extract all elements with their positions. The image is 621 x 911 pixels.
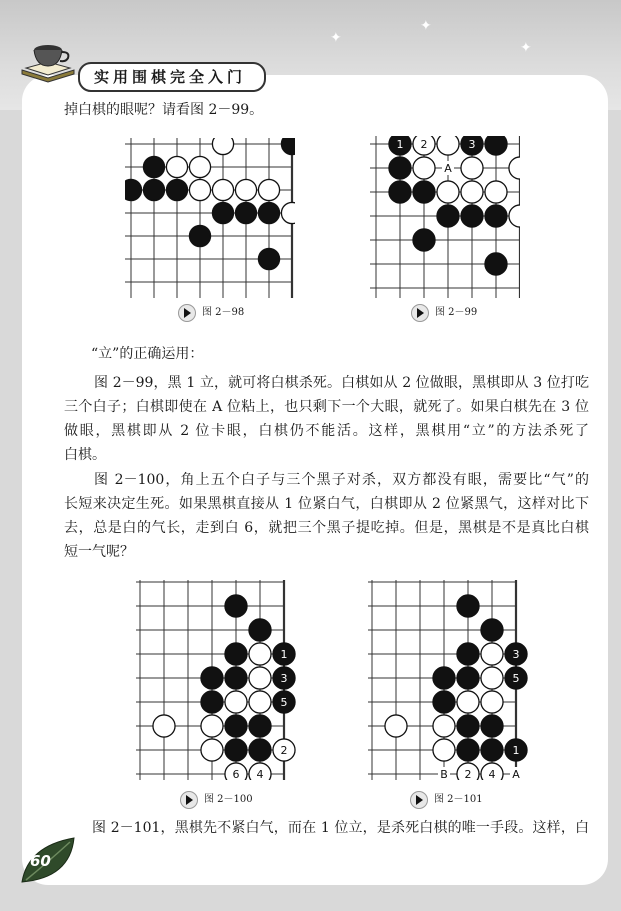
paragraph-line: 图 2－101，黑棋先不紧白气，而在 1 位立，是杀死白棋的唯一手段。这样，白 xyxy=(92,820,589,836)
white-stone xyxy=(249,643,271,665)
black-stone xyxy=(437,205,459,227)
point-letter-label: A xyxy=(444,162,452,175)
black-stone xyxy=(433,691,455,713)
white-stone xyxy=(281,202,295,223)
white-stone xyxy=(166,156,187,177)
white-stone xyxy=(433,715,455,737)
paragraph-line: 长短来决定生死。如果黑棋直接从 1 位紧白气，白棋即从 2 位紧黑气，这样对比下 xyxy=(64,496,589,512)
black-stone xyxy=(389,157,411,179)
white-stone xyxy=(201,715,223,737)
white-stone xyxy=(212,179,233,200)
black-stone xyxy=(249,739,271,761)
go-board-diagram-2-101 xyxy=(368,580,528,780)
black-stone xyxy=(485,136,507,155)
black-stone xyxy=(461,205,483,227)
white-stone xyxy=(461,181,483,203)
white-stone xyxy=(235,179,256,200)
black-stone xyxy=(166,179,187,200)
white-stone xyxy=(481,667,503,689)
stone-number-label: 1 xyxy=(396,138,404,151)
figure-caption xyxy=(410,791,483,809)
black-stone xyxy=(249,619,271,641)
stone-number-label: 3 xyxy=(280,672,288,685)
white-stone xyxy=(189,179,210,200)
paragraph-line: 白棋。 xyxy=(64,447,106,463)
black-stone xyxy=(225,715,247,737)
sparkle-icon: ✦ xyxy=(520,40,532,56)
black-stone xyxy=(481,739,503,761)
black-stone xyxy=(201,667,223,689)
black-stone xyxy=(212,202,233,223)
black-stone xyxy=(457,643,479,665)
intro-text: 掉白棋的眼呢？请看图 2－99。 xyxy=(64,102,264,118)
black-stone xyxy=(225,739,247,761)
white-stone xyxy=(481,643,503,665)
point-letter-label: B xyxy=(440,768,448,780)
caption-text: 图 2－101 xyxy=(434,794,483,805)
paragraph-line: 三个白子；白棋即使在 A 位粘上，也只剩下一个大眼，就死了。如果白棋先在 3 位 xyxy=(64,399,589,415)
figure-caption xyxy=(180,791,253,809)
black-stone xyxy=(481,715,503,737)
black-stone xyxy=(143,156,164,177)
white-stone xyxy=(201,739,223,761)
sparkle-icon: ✦ xyxy=(420,18,432,34)
stone-number-label: 6 xyxy=(232,768,240,780)
stone-number-label: 1 xyxy=(512,744,520,757)
white-stone xyxy=(437,136,459,155)
stone-number-label: 4 xyxy=(256,768,264,780)
play-icon xyxy=(180,791,198,809)
white-stone xyxy=(249,667,271,689)
black-stone xyxy=(201,691,223,713)
caption-text: 图 2－100 xyxy=(204,794,253,805)
black-stone xyxy=(433,667,455,689)
black-stone xyxy=(485,205,507,227)
go-board-diagram-2-100 xyxy=(136,580,301,780)
stone-number-label: 1 xyxy=(280,648,288,661)
stone-number-label: 5 xyxy=(512,672,520,685)
paragraph-line: 做眼，黑棋即从 2 位卡眼，白棋仍不能活。这样，黑棋用“立”的方法杀死了 xyxy=(64,423,589,439)
white-stone xyxy=(249,691,271,713)
series-title: 实用围棋完全入门 xyxy=(78,62,266,92)
go-board-diagram-2-98 xyxy=(125,138,295,298)
figure-caption xyxy=(178,304,244,322)
stone-number-label: 2 xyxy=(280,744,288,757)
white-stone xyxy=(457,691,479,713)
figure-caption xyxy=(411,304,477,322)
black-stone xyxy=(485,253,507,275)
white-stone xyxy=(509,157,520,179)
white-stone xyxy=(433,739,455,761)
white-stone xyxy=(461,157,483,179)
black-stone xyxy=(235,202,256,223)
black-stone xyxy=(249,715,271,737)
section-title: “立”的正确运用： xyxy=(91,346,204,362)
black-stone xyxy=(281,138,295,155)
black-stone xyxy=(225,643,247,665)
black-stone xyxy=(457,715,479,737)
play-icon xyxy=(178,304,196,322)
white-stone xyxy=(189,156,210,177)
stone-number-label: 2 xyxy=(420,138,428,151)
stone-number-label: 5 xyxy=(280,696,288,709)
black-stone xyxy=(143,179,164,200)
white-stone xyxy=(385,715,407,737)
stone-number-label: 2 xyxy=(464,768,472,780)
play-icon xyxy=(411,304,429,322)
white-stone xyxy=(153,715,175,737)
black-stone xyxy=(457,667,479,689)
white-stone xyxy=(212,138,233,155)
paragraph-line: 去，总是白的气长，走到白 6，就把三个黑子提吃掉。但是，黑棋是不是真比白棋 xyxy=(64,520,589,536)
black-stone xyxy=(225,667,247,689)
page-number: 60 xyxy=(30,852,51,870)
leaf-icon xyxy=(18,832,88,892)
paragraph-line: 短一气呢？ xyxy=(64,544,134,560)
black-stone xyxy=(413,229,435,251)
tea-cup-book-icon xyxy=(18,34,78,84)
paragraph-line: 图 2－100，角上五个白子与三个黑子对杀，双方都没有眼，需要比“气”的 xyxy=(94,472,589,488)
black-stone xyxy=(481,619,503,641)
black-stone xyxy=(125,179,142,200)
black-stone xyxy=(413,181,435,203)
black-stone xyxy=(457,595,479,617)
go-board-diagram-2-99 xyxy=(370,136,520,298)
black-stone xyxy=(189,225,210,246)
stone-number-label: 3 xyxy=(512,648,520,661)
white-stone xyxy=(258,179,279,200)
sparkle-icon: ✦ xyxy=(330,30,342,46)
white-stone xyxy=(485,181,507,203)
white-stone xyxy=(413,157,435,179)
stone-number-label: 4 xyxy=(488,768,496,780)
caption-text: 图 2－99 xyxy=(435,307,478,318)
white-stone xyxy=(509,205,520,227)
black-stone xyxy=(258,248,279,269)
white-stone xyxy=(437,181,459,203)
white-stone xyxy=(481,691,503,713)
black-stone xyxy=(457,739,479,761)
stone-number-label: 3 xyxy=(468,138,476,151)
paragraph-line: 图 2－99，黑 1 立，就可将白棋杀死。白棋如从 2 位做眼，黑棋即从 3 位打吃 xyxy=(94,375,589,391)
caption-text: 图 2－98 xyxy=(202,307,245,318)
black-stone xyxy=(225,595,247,617)
point-letter-label: A xyxy=(512,768,520,780)
black-stone xyxy=(389,181,411,203)
black-stone xyxy=(258,202,279,223)
play-icon xyxy=(410,791,428,809)
white-stone xyxy=(225,691,247,713)
